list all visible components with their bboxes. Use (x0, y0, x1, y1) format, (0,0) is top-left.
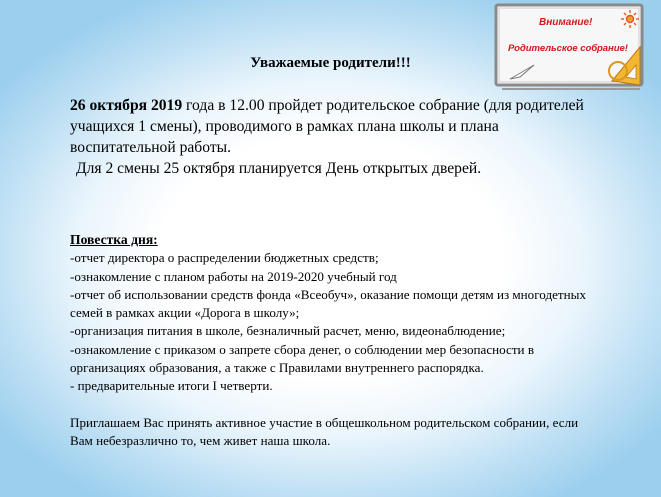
second-shift-note: Для 2 смены 25 октября планируется День открытых дверей. (76, 160, 482, 177)
meeting-date: 26 октября 2019 (70, 97, 183, 114)
announcement-main (70, 95, 590, 158)
announcement (70, 95, 590, 179)
agenda-item: -ознакомление с планом работы на 2019-2020 учебный год (70, 268, 397, 284)
announcement-text: года в 12.00 пройдет родительское собрание (для родителей учащихся 1 смены), проводимого в рамках плана школы и плана воспитательной работы. (70, 97, 584, 156)
agenda (70, 231, 590, 450)
agenda-item: -организация питания в школе, безналичный расчет, меню, видеонаблюдение; (70, 323, 506, 339)
agenda-item: - предварительные итоги I четверти. (70, 378, 273, 394)
agenda-item: -отчет об использовании средств фонда «Всеобуч», оказание помощи детям из многодетных семей в рамках акции «Дорога в школу»; (70, 286, 586, 321)
attention-whiteboard-sticker (494, 3, 646, 99)
invitation-text: Приглашаем Вас принять активное участие в общешкольном родительском собрании, если Вам небезразлично то, чем живет наша школа. (70, 414, 579, 448)
agenda-item: -ознакомление с приказом о запрете сбора денег, о соблюдении мер безопасности в организациях образования, а также с Правилами внутреннего распорядка. (70, 341, 535, 376)
agenda-title: Повестка дня: (70, 232, 158, 247)
sticker-meeting-text: Родительское собрание! (508, 43, 628, 54)
page-title: Уважаемые родители!!! (250, 55, 411, 71)
sticker-attention-text: Внимание! (539, 17, 593, 28)
agenda-item: -отчет директора о распределении бюджетных средств; (70, 250, 379, 266)
